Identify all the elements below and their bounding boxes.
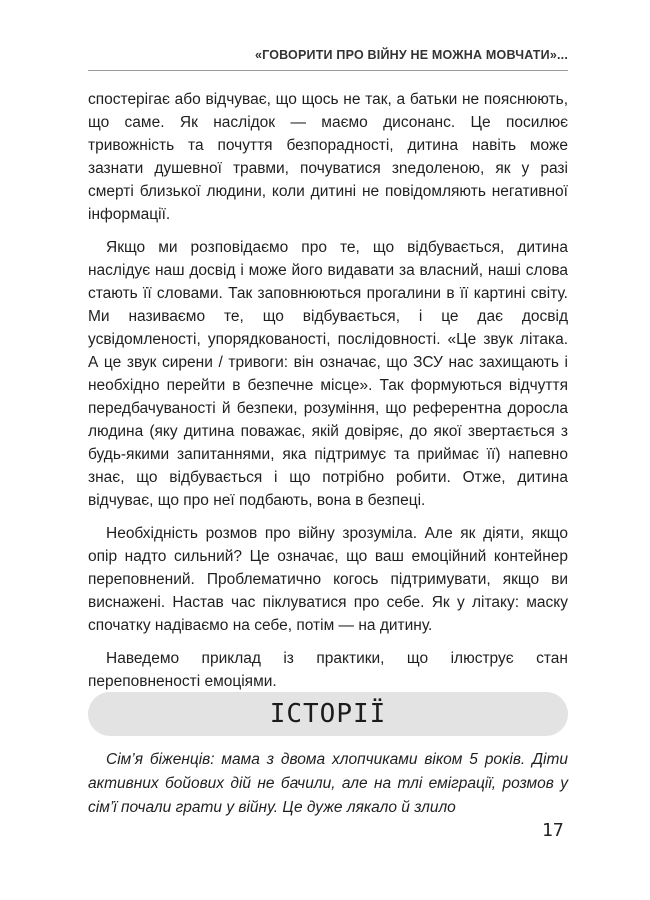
body-text: [88, 88, 568, 703]
page-number: 17: [542, 820, 564, 841]
running-head: «ГОВОРИТИ ПРО ВІЙНУ НЕ МОЖНА МОВЧАТИ»...: [254, 48, 568, 62]
story-title: ІСТОРІЇ: [269, 699, 387, 729]
paragraph: Необхідність розмов про війну зрозуміла. Але як діяти, якщо опір надто сильний? Це означає, що ваш емоційний контейнер переповнений. Проблематично когось підтримувати, якщо ви виснажені. Настав час піклуватися про себе. Як у літаку: маску спочатку надіваємо на себе, потім — на дитину.: [88, 525, 568, 634]
paragraph: Наведемо приклад із практики, що ілюструє стан переповненості емоціями.: [88, 650, 568, 690]
paragraph: Якщо ми розповідаємо про те, що відбувається, дитина наслідує наш досвід і може його видавати за власний, наші слова стають її словами. Так заповнюються прогалини в її картині світу. Ми називаємо те, що відбувається, і це дає досвід усвідомленості, упорядкованості, послідовності. «Це звук літака. А це звук сирени / тривоги: він означає, що ЗСУ нас захищають і необхідно перейти в безпечне місце». Так формуються відчуття передбачуваності й безпеки, розуміння, що референтна доросла людина (яку дитина поважає, якій довіряє, до якої звертається з будь-якими запитаннями, яка підтримує та приймає її) напевно знає, що відбувається і що потрібно робити. Отже, дитина відчуває, що про неї подбають, вона в безпеці.: [88, 239, 568, 509]
header-rule: [88, 70, 568, 71]
story-banner: [88, 692, 568, 736]
story-text: [88, 748, 568, 820]
story-paragraph: Сім’я біженців: мама з двома хлопчиками віком 5 років. Діти активних бойових дій не бачили, але на тлі еміграції, розмов у сім’ї почали грати у війну. Це дуже лякало й злило: [88, 751, 568, 816]
paragraph: спостерігає або відчуває, що щось не так, а батьки не пояснюють, що саме. Як наслідок — маємо дисонанс. Це посилює тривожність та почуття безпорадності, дитина навіть може зазнати душевної травми, почуватися зneдоленою, як у разі смерті близької людини, коли дитині не повідомляють негативної інформації.: [88, 91, 568, 223]
